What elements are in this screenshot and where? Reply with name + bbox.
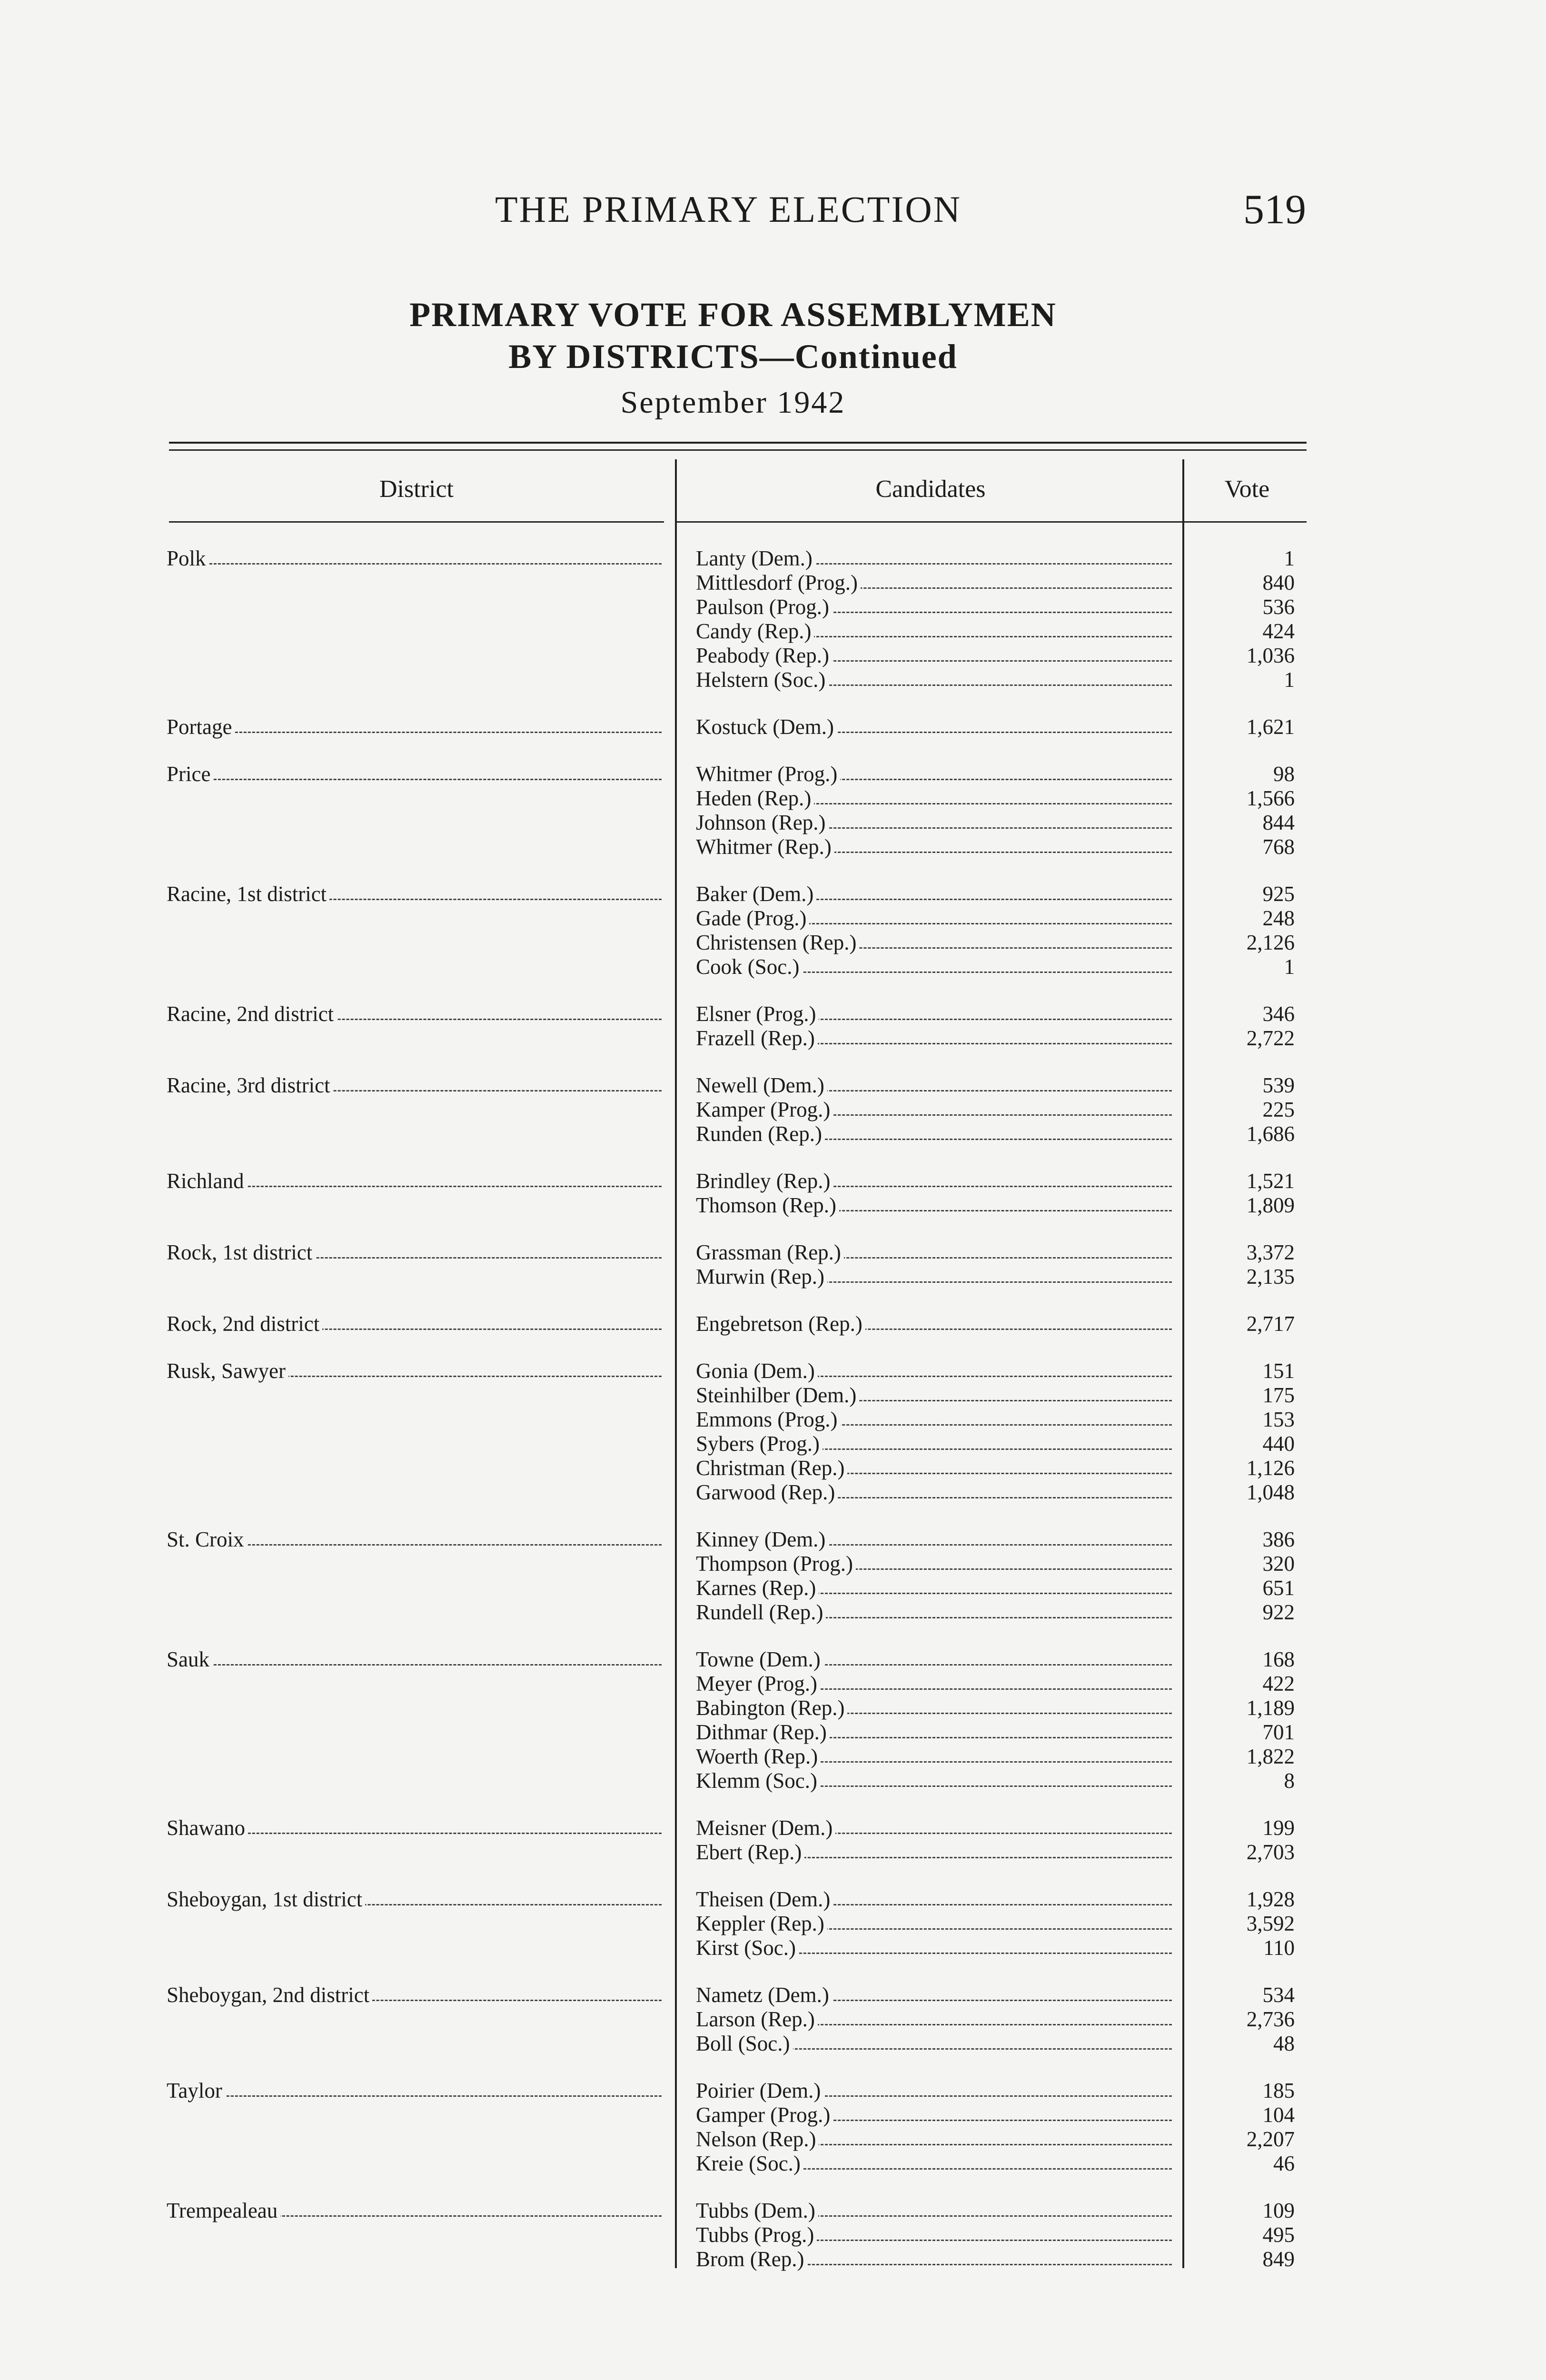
candidate-cell [696,1383,1172,1408]
vote-count: 539 [1262,1073,1295,1097]
district-name: Racine, 3rd district [167,1073,333,1097]
district-cell [167,1647,662,1672]
vote-count: 2,717 [1246,1312,1295,1336]
vote-count: 48 [1273,2032,1295,2055]
candidate-name: Frazell (Rep.) [696,1026,818,1050]
district-name: Racine, 2nd district [167,1002,337,1026]
candidate-name: Runden (Rep.) [696,1122,825,1146]
candidate-name: Keppler (Rep.) [696,1912,827,1935]
district-cell [167,882,662,906]
vote-count: 440 [1262,1432,1295,1456]
table-row [0,1527,1546,1552]
district-group [0,1169,1546,1218]
vote-count: 2,126 [1246,931,1295,954]
candidate-cell [696,2032,1172,2056]
candidate-cell [696,1672,1172,1696]
vote-count: 153 [1262,1408,1295,1431]
candidate-cell [696,786,1172,811]
candidate-name: Theisen (Dem.) [696,1887,833,1911]
vote-count: 98 [1273,762,1295,786]
candidate-name: Brom (Rep.) [696,2247,807,2271]
table-row [0,1696,1546,1720]
vote-count: 1,521 [1246,1169,1295,1193]
vote-count: 248 [1262,906,1295,930]
dot-leader [167,779,662,780]
header-underline-district [169,521,664,523]
district-group [0,1887,1546,1960]
district-group [0,1527,1546,1625]
candidate-cell [696,762,1172,786]
table-title-line-2: BY DISTRICTS—Continued [508,337,958,376]
candidate-cell [696,1647,1172,1672]
vote-count: 109 [1262,2199,1295,2222]
vote-count: 8 [1284,1769,1295,1793]
vote-count: 844 [1262,811,1295,834]
table-row [0,2247,1546,2271]
candidate-cell [696,1312,1172,1336]
candidate-cell [696,1887,1172,1912]
candidate-name: Woerth (Rep.) [696,1745,821,1768]
vote-count: 2,703 [1246,1840,1295,1864]
district-name: Rock, 2nd district [167,1312,322,1336]
table-row [0,571,1546,595]
table-row [0,1456,1546,1480]
vote-count: 199 [1262,1816,1295,1840]
district-group [0,1002,1546,1051]
candidate-cell [696,619,1172,644]
candidate-name: Whitmer (Rep.) [696,835,834,859]
table-row [0,1098,1546,1122]
candidate-cell [696,1769,1172,1793]
candidate-name: Nelson (Rep.) [696,2127,819,2151]
candidate-name: Peabody (Rep.) [696,644,832,667]
candidate-name: Lanty (Dem.) [696,546,815,570]
table-row [0,1840,1546,1864]
district-group [0,2079,1546,2176]
vote-count: 2,736 [1246,2007,1295,2031]
vote-count: 386 [1262,1527,1295,1551]
table-row [0,1745,1546,1769]
district-name: Richland [167,1169,247,1193]
candidate-name: Christensen (Rep.) [696,931,859,954]
district-group [0,1816,1546,1864]
district-cell [167,1983,662,2007]
district-name: Polk [167,546,209,570]
candidate-cell [696,715,1172,739]
district-name: Shawano [167,1816,248,1840]
table-row [0,1600,1546,1625]
candidate-name: Kamper (Prog.) [696,1098,833,1121]
district-name: Sheboygan, 2nd district [167,1983,372,2007]
candidate-name: Paulson (Prog.) [696,595,832,619]
district-cell [167,715,662,739]
district-group [0,882,1546,979]
candidate-cell [696,1745,1172,1769]
dot-leader [167,732,662,733]
table-row [0,1887,1546,1912]
vote-count: 1,928 [1246,1887,1295,1911]
candidate-name: Tubbs (Dem.) [696,2199,818,2222]
candidate-name: Helstern (Soc.) [696,668,828,692]
candidate-cell [696,2103,1172,2127]
candidate-cell [696,1408,1172,1432]
vote-count: 1,126 [1246,1456,1295,1480]
candidate-name: Emmons (Prog.) [696,1408,841,1431]
district-name: Price [167,762,213,786]
vote-count: 1 [1284,546,1295,570]
table-row [0,906,1546,931]
candidate-name: Larson (Rep.) [696,2007,818,2031]
vote-count: 651 [1262,1576,1295,1600]
table-row [0,2152,1546,2176]
table-row [0,1912,1546,1936]
candidate-name: Towne (Dem.) [696,1647,823,1671]
district-name: Portage [167,715,235,739]
table-row [0,644,1546,668]
vote-count: 175 [1262,1383,1295,1407]
vote-count: 701 [1262,1720,1295,1744]
candidate-name: Karnes (Rep.) [696,1576,819,1600]
district-name: Sheboygan, 1st district [167,1887,365,1911]
candidate-cell [696,595,1172,619]
table-row [0,1312,1546,1336]
candidate-cell [696,1696,1172,1720]
candidate-cell [696,955,1172,979]
vote-count: 46 [1273,2152,1295,2175]
candidate-cell [696,1912,1172,1936]
table-row [0,1552,1546,1576]
vote-count: 534 [1262,1983,1295,2007]
vote-count: 1,048 [1246,1480,1295,1504]
vote-count: 424 [1262,619,1295,643]
candidate-cell [696,1840,1172,1864]
table-row [0,595,1546,619]
table-row [0,1169,1546,1193]
table-row [0,1720,1546,1745]
candidate-name: Christman (Rep.) [696,1456,847,1480]
district-name: Trempealeau [167,2199,280,2222]
vote-count: 1,809 [1246,1193,1295,1217]
district-group [0,546,1546,692]
candidate-cell [696,668,1172,692]
district-group [0,1983,1546,2056]
candidate-cell [696,1432,1172,1456]
district-cell [167,2079,662,2103]
district-group [0,2199,1546,2271]
candidate-cell [696,2152,1172,2176]
results-table-body [0,546,1546,2294]
candidate-name: Garwood (Rep.) [696,1480,838,1504]
vote-count: 840 [1262,571,1295,595]
table-row [0,1983,1546,2007]
candidate-cell [696,1073,1172,1098]
candidate-name: Gamper (Prog.) [696,2103,833,2127]
candidate-cell [696,1456,1172,1480]
candidate-name: Klemm (Soc.) [696,1769,820,1793]
candidate-name: Elsner (Prog.) [696,1002,819,1026]
candidate-cell [696,1720,1172,1745]
candidate-cell [696,546,1172,571]
candidate-cell [696,1169,1172,1193]
district-cell [167,1887,662,1912]
table-row [0,2223,1546,2247]
dot-leader [167,1664,662,1666]
candidate-cell [696,2223,1172,2247]
table-row [0,546,1546,571]
candidate-name: Gade (Prog.) [696,906,809,930]
table-row [0,1576,1546,1600]
vote-count: 185 [1262,2079,1295,2102]
table-row [0,2127,1546,2152]
district-cell [167,546,662,571]
candidate-cell [696,906,1172,931]
table-row [0,1073,1546,1098]
table-row [0,762,1546,786]
candidate-name: Engebretson (Rep.) [696,1312,865,1336]
vote-count: 536 [1262,595,1295,619]
header-underline-vote [1184,521,1307,523]
candidate-name: Poirier (Dem.) [696,2079,823,2102]
table-row [0,1672,1546,1696]
table-title-line-1: PRIMARY VOTE FOR ASSEMBLYMEN [409,296,1057,334]
candidate-cell [696,644,1172,668]
header-underline-candidates [677,521,1182,523]
vote-count: 849 [1262,2247,1295,2271]
candidate-name: Kostuck (Dem.) [696,715,837,739]
candidate-cell [696,1122,1172,1146]
table-row [0,1647,1546,1672]
district-name: Taylor [167,2079,225,2102]
running-head: THE PRIMARY ELECTION [495,188,962,230]
candidate-name: Whitmer (Prog.) [696,762,840,786]
vote-count: 3,592 [1246,1912,1295,1935]
candidate-name: Thompson (Prog.) [696,1552,856,1576]
candidate-name: Newell (Dem.) [696,1073,827,1097]
vote-count: 1,189 [1246,1696,1295,1720]
table-row [0,931,1546,955]
table-row [0,1936,1546,1960]
vote-count: 1,566 [1246,786,1295,810]
candidate-name: Kreie (Soc.) [696,2152,803,2175]
vote-count: 1 [1284,955,1295,979]
candidate-name: Mittlesdorf (Prog.) [696,571,861,595]
candidate-cell [696,1359,1172,1383]
table-row [0,955,1546,979]
district-cell [167,2199,662,2223]
table-row [0,835,1546,859]
candidate-cell [696,1098,1172,1122]
table-date: September 1942 [620,385,846,420]
district-group [0,1359,1546,1505]
vote-count: 768 [1262,835,1295,859]
dot-leader [167,563,662,565]
district-cell [167,1169,662,1193]
table-row [0,1432,1546,1456]
vote-count: 495 [1262,2223,1295,2247]
district-group [0,1073,1546,1146]
candidate-name: Rundell (Rep.) [696,1600,826,1624]
candidate-cell [696,1552,1172,1576]
candidate-cell [696,931,1172,955]
candidate-name: Baker (Dem.) [696,882,816,906]
vote-count: 2,135 [1246,1265,1295,1289]
candidate-cell [696,811,1172,835]
district-name: Rock, 1st district [167,1240,315,1264]
district-cell [167,762,662,786]
table-row [0,1026,1546,1051]
vote-count: 151 [1262,1359,1295,1383]
candidate-name: Cook (Soc.) [696,955,803,979]
candidate-cell [696,1193,1172,1218]
table-row [0,2103,1546,2127]
district-cell [167,1527,662,1552]
district-cell [167,1816,662,1840]
vote-count: 1 [1284,668,1295,692]
candidate-cell [696,1983,1172,2007]
candidate-name: Gonia (Dem.) [696,1359,818,1383]
candidate-cell [696,1002,1172,1026]
table-row [0,882,1546,906]
vote-count: 925 [1262,882,1295,906]
vote-count: 320 [1262,1552,1295,1576]
candidate-name: Tubbs (Prog.) [696,2223,817,2247]
district-cell [167,1240,662,1265]
district-group [0,1312,1546,1336]
candidate-name: Nametz (Dem.) [696,1983,832,2007]
table-row [0,811,1546,835]
table-row [0,2079,1546,2103]
table-row [0,1408,1546,1432]
candidate-name: Dithmar (Rep.) [696,1720,830,1744]
column-header-vote: Vote [1224,476,1270,503]
top-rule [169,442,1307,444]
candidate-name: Babington (Rep.) [696,1696,847,1720]
table-row [0,1122,1546,1146]
candidate-name: Sybers (Prog.) [696,1432,823,1456]
candidate-name: Murwin (Rep.) [696,1265,827,1289]
candidate-cell [696,571,1172,595]
candidate-cell [696,1936,1172,1960]
vote-count: 1,621 [1246,715,1295,739]
candidate-cell [696,2247,1172,2271]
table-row [0,1480,1546,1505]
vote-count: 422 [1262,1672,1295,1696]
candidate-name: Kinney (Dem.) [696,1527,828,1551]
candidate-cell [696,1480,1172,1505]
table-row [0,1383,1546,1408]
table-row [0,1769,1546,1793]
dot-leader [167,2095,662,2097]
district-cell [167,1359,662,1383]
vote-count: 1,822 [1246,1745,1295,1768]
candidate-cell [696,1600,1172,1625]
district-name: Rusk, Sawyer [167,1359,288,1383]
candidate-name: Steinhilber (Dem.) [696,1383,859,1407]
vote-count: 110 [1263,1936,1295,1960]
vote-count: 2,722 [1246,1026,1295,1050]
page-number: 519 [1243,187,1306,233]
candidate-cell [696,1816,1172,1840]
district-name: Sauk [167,1647,212,1671]
district-group [0,1240,1546,1289]
table-row [0,1359,1546,1383]
candidate-name: Johnson (Rep.) [696,811,828,834]
vote-count: 1,686 [1246,1122,1295,1146]
vote-count: 346 [1262,1002,1295,1026]
table-row [0,1265,1546,1289]
district-name: St. Croix [167,1527,247,1551]
vote-count: 1,036 [1246,644,1295,667]
table-row [0,619,1546,644]
district-cell [167,1312,662,1336]
table-row [0,2199,1546,2223]
candidate-name: Thomson (Rep.) [696,1193,839,1217]
vote-count: 3,372 [1246,1240,1295,1264]
candidate-cell [696,2007,1172,2032]
candidate-cell [696,882,1172,906]
candidate-cell [696,1527,1172,1552]
district-cell [167,1073,662,1098]
candidate-cell [696,2127,1172,2152]
district-group [0,715,1546,739]
vote-count: 2,207 [1246,2127,1295,2151]
vote-count: 104 [1262,2103,1295,2127]
candidate-name: Meyer (Prog.) [696,1672,820,1696]
district-cell [167,1002,662,1026]
table-row [0,1240,1546,1265]
table-row [0,1193,1546,1218]
vote-count: 225 [1262,1098,1295,1121]
candidate-cell [696,2199,1172,2223]
vote-count: 922 [1262,1600,1295,1624]
vote-count: 168 [1262,1647,1295,1671]
candidate-name: Meisner (Dem.) [696,1816,835,1840]
candidate-cell [696,1576,1172,1600]
top-rule-second [169,449,1307,451]
candidate-name: Boll (Soc.) [696,2032,793,2055]
candidate-cell [696,835,1172,859]
table-row [0,1002,1546,1026]
column-header-district: District [379,476,454,503]
candidate-name: Heden (Rep.) [696,786,814,810]
candidate-cell [696,1240,1172,1265]
candidate-cell [696,1265,1172,1289]
candidate-name: Brindley (Rep.) [696,1169,833,1193]
candidate-name: Candy (Rep.) [696,619,814,643]
table-row [0,715,1546,739]
candidate-name: Kirst (Soc.) [696,1936,799,1960]
district-group [0,1647,1546,1793]
candidate-name: Ebert (Rep.) [696,1840,804,1864]
table-row [0,786,1546,811]
candidate-name: Grassman (Rep.) [696,1240,844,1264]
candidate-cell [696,1026,1172,1051]
table-row [0,668,1546,692]
column-header-candidates: Candidates [875,476,986,503]
table-row [0,2007,1546,2032]
table-row [0,2032,1546,2056]
candidate-cell [696,2079,1172,2103]
table-row [0,1816,1546,1840]
district-group [0,762,1546,859]
district-name: Racine, 1st district [167,882,329,906]
